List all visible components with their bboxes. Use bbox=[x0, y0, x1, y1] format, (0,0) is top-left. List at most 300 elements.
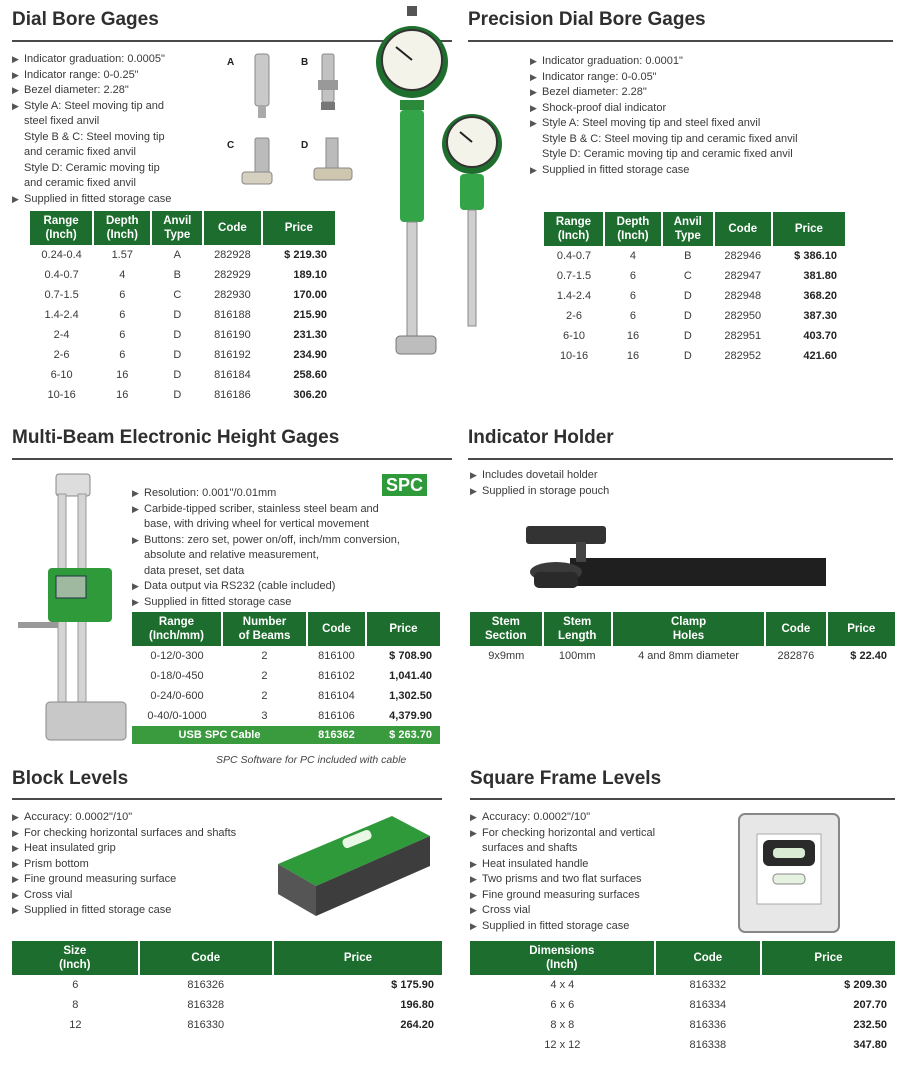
column-header bbox=[470, 612, 543, 646]
dial-bore-gage-photo bbox=[374, 4, 510, 366]
feature-text: Shock-proof dial indicator bbox=[542, 101, 667, 114]
price-cell: 231.30 bbox=[293, 329, 327, 341]
column-header-text: Range bbox=[43, 215, 79, 227]
table-row bbox=[544, 326, 845, 346]
feature-text: steel fixed anvil bbox=[24, 115, 100, 127]
table-row bbox=[544, 246, 845, 266]
column-header bbox=[273, 941, 442, 975]
column-header-text: Code bbox=[781, 623, 811, 635]
table-cell: 12 x 12 bbox=[544, 1039, 581, 1051]
bullet-arrow-icon: ▶ bbox=[530, 102, 537, 113]
height-title: Multi-Beam Electronic Height Gages bbox=[12, 427, 340, 448]
table-row bbox=[132, 666, 440, 686]
table-cell: 816186 bbox=[214, 389, 251, 401]
table-row bbox=[30, 365, 335, 385]
anvil-tips-image bbox=[222, 50, 364, 200]
table-cell: 282876 bbox=[777, 650, 815, 662]
column-header-text: Clamp bbox=[670, 616, 707, 628]
column-header bbox=[612, 612, 765, 646]
table-cell: 282930 bbox=[214, 289, 251, 301]
table-row bbox=[12, 995, 442, 1015]
table-cell: B bbox=[173, 269, 181, 281]
feature-text: Style B & C: Steel moving tip and ceramic fixed anvil bbox=[542, 132, 798, 145]
table-row bbox=[470, 995, 895, 1015]
price-cell: 232.50 bbox=[853, 1019, 887, 1031]
table-cell: 282948 bbox=[724, 290, 762, 302]
table-cell: D bbox=[173, 309, 182, 321]
bullet-arrow-icon: ▶ bbox=[470, 889, 477, 900]
feature-item bbox=[470, 826, 732, 842]
feature-item bbox=[12, 68, 222, 84]
table-cell: 6 bbox=[629, 270, 637, 282]
holder-title: Indicator Holder bbox=[468, 427, 614, 448]
feature-item bbox=[12, 810, 272, 826]
holder-rule bbox=[468, 458, 893, 460]
table-cell: 816330 bbox=[187, 1019, 225, 1031]
price-cell: 234.90 bbox=[293, 349, 327, 361]
price-cell: 1,041.40 bbox=[389, 670, 432, 682]
column-header-text: Stem bbox=[563, 616, 592, 628]
column-header-text: Range bbox=[158, 616, 195, 628]
column-header-text: Price bbox=[284, 222, 313, 234]
table-cell: 816106 bbox=[318, 710, 355, 722]
price-cell: 258.60 bbox=[293, 369, 327, 381]
indicator-holder-photo bbox=[520, 512, 826, 604]
table-cell: 6 bbox=[119, 309, 126, 321]
feature-text: Bezel diameter: 2.28" bbox=[542, 86, 647, 98]
height-rule bbox=[12, 458, 452, 460]
feature-item bbox=[132, 533, 442, 549]
table-cell: 0.4-0.7 bbox=[556, 250, 592, 262]
bullet-arrow-icon: ▶ bbox=[132, 488, 139, 498]
column-header bbox=[12, 941, 139, 975]
height-features bbox=[132, 486, 442, 610]
table-cell: 4 and 8mm diameter bbox=[638, 650, 739, 662]
block-level-photo bbox=[272, 808, 434, 920]
feature-text: Fine ground measuring surfaces bbox=[482, 888, 640, 901]
column-header-text: Code bbox=[322, 623, 351, 635]
table-cell: 6 bbox=[119, 329, 126, 341]
feature-item bbox=[470, 468, 730, 484]
column-header bbox=[544, 212, 604, 246]
column-header bbox=[262, 211, 335, 245]
table-row bbox=[132, 706, 440, 726]
feature-item bbox=[530, 85, 870, 101]
table-cell: 0-24/0-600 bbox=[150, 690, 204, 702]
table-cell: 1.4-2.4 bbox=[556, 290, 592, 302]
feature-text: surfaces and shafts bbox=[482, 842, 578, 854]
table-row bbox=[12, 975, 442, 995]
table-cell: 0.7-1.5 bbox=[44, 289, 79, 301]
feature-item bbox=[470, 484, 730, 500]
feature-text: data preset, set data bbox=[144, 564, 245, 577]
column-header-text: Section bbox=[484, 630, 527, 642]
feature-text: Supplied in storage pouch bbox=[482, 484, 610, 497]
block-features bbox=[12, 810, 272, 919]
table-cell: 9x9mm bbox=[488, 650, 525, 662]
price-cell: $ 22.40 bbox=[850, 650, 887, 662]
feature-text: Bezel diameter: 2.28" bbox=[24, 84, 129, 96]
table-row bbox=[30, 285, 335, 305]
column-header bbox=[366, 612, 440, 646]
table-cell: D bbox=[173, 349, 182, 361]
style-letter-b: B bbox=[301, 57, 309, 68]
table-cell: 6 bbox=[629, 290, 637, 302]
bore-anvil-photos bbox=[222, 50, 364, 200]
feature-text: Buttons: zero set, power on/off, inch/mm conversion, bbox=[144, 533, 400, 546]
table-cell: 6 bbox=[629, 310, 637, 322]
table-row bbox=[30, 345, 335, 365]
feature-text: Accuracy: 0.0002"/10" bbox=[482, 811, 591, 823]
feature-item bbox=[132, 595, 442, 611]
table-cell: 2-4 bbox=[53, 329, 70, 341]
bullet-arrow-icon: ▶ bbox=[530, 87, 537, 97]
price-cell: 215.90 bbox=[293, 309, 327, 321]
bullet-arrow-icon: ▶ bbox=[132, 534, 139, 545]
table-row bbox=[470, 1015, 895, 1035]
table-cell: 816332 bbox=[689, 979, 727, 991]
feature-item bbox=[12, 888, 272, 904]
column-header-text: (Inch) bbox=[106, 229, 138, 241]
feature-item bbox=[12, 99, 222, 115]
feature-item bbox=[132, 486, 442, 502]
block-rule bbox=[12, 798, 442, 800]
table-cell: 4 bbox=[119, 269, 126, 281]
height-gage-image bbox=[12, 472, 130, 744]
table-cell: A bbox=[173, 249, 181, 261]
column-header bbox=[470, 941, 655, 975]
feature-text: Style A: Steel moving tip and steel fixed anvil bbox=[542, 117, 761, 129]
feature-text: Two prisms and two flat surfaces bbox=[482, 873, 642, 885]
table-cell: 0.24-0.4 bbox=[41, 249, 82, 261]
precision-table bbox=[544, 212, 845, 366]
feature-item bbox=[530, 147, 870, 163]
table-row bbox=[544, 266, 845, 286]
feature-text: Style B & C: Steel moving tip bbox=[24, 130, 165, 143]
table-cell: D bbox=[173, 389, 182, 401]
table-cell: 3 bbox=[261, 710, 268, 722]
bullet-arrow-icon: ▶ bbox=[470, 905, 477, 915]
bullet-arrow-icon: ▶ bbox=[530, 118, 537, 128]
table-cell: D bbox=[173, 369, 182, 381]
table-cell: 10-16 bbox=[47, 389, 76, 401]
feature-text: Prism bottom bbox=[24, 857, 89, 870]
bullet-arrow-icon: ▶ bbox=[530, 164, 537, 175]
column-header-text: Size bbox=[63, 945, 87, 957]
feature-item bbox=[12, 841, 272, 857]
table-cell: 816192 bbox=[214, 349, 251, 361]
feature-text: Style D: Ceramic moving tip bbox=[24, 161, 160, 174]
table-row bbox=[544, 286, 845, 306]
table-cell: 816338 bbox=[689, 1039, 727, 1051]
feature-item bbox=[470, 872, 732, 888]
table-cell: 6-10 bbox=[50, 369, 73, 381]
column-header-text: Depth bbox=[105, 215, 139, 227]
feature-text: Indicator range: 0-0.05" bbox=[542, 70, 657, 83]
table-cell: 10-16 bbox=[559, 350, 589, 362]
feature-item bbox=[470, 903, 732, 919]
price-cell: 4,379.90 bbox=[389, 710, 432, 722]
price-cell: 264.20 bbox=[400, 1019, 434, 1031]
table-cell: 816336 bbox=[689, 1019, 727, 1031]
feature-text: Indicator graduation: 0.0005" bbox=[24, 53, 165, 65]
height-table bbox=[132, 612, 440, 744]
feature-text: Cross vial bbox=[482, 904, 531, 916]
bullet-arrow-icon: ▶ bbox=[12, 85, 19, 95]
bullet-arrow-icon: ▶ bbox=[470, 470, 477, 480]
column-header-text: (Inch) bbox=[546, 959, 578, 971]
table-cell: 0.4-0.7 bbox=[44, 269, 79, 281]
column-header-text: Type bbox=[674, 230, 701, 242]
table-cell: 0-12/0-300 bbox=[150, 650, 204, 662]
table-cell: D bbox=[173, 329, 182, 341]
feature-text: Carbide-tipped scriber, stainless steel beam and bbox=[144, 502, 379, 515]
table-cell: 282946 bbox=[724, 250, 762, 262]
table-cell: 1.57 bbox=[111, 249, 133, 261]
column-header-text: Dimensions bbox=[529, 945, 595, 957]
column-header-text: Number bbox=[242, 616, 287, 628]
feature-item bbox=[12, 857, 272, 873]
table-cell: 282947 bbox=[724, 270, 762, 282]
table-cell: 816188 bbox=[214, 309, 251, 321]
column-header bbox=[151, 211, 203, 245]
table-row bbox=[544, 306, 845, 326]
block-table bbox=[12, 941, 442, 1035]
column-header bbox=[139, 941, 273, 975]
column-header-text: Price bbox=[389, 623, 418, 635]
feature-item bbox=[530, 163, 870, 179]
column-header-text: (Inch) bbox=[59, 959, 91, 971]
column-header-text: Code bbox=[191, 952, 221, 964]
cable-label-cell: USB SPC Cable bbox=[132, 726, 307, 744]
table-header-row bbox=[12, 941, 442, 975]
table-row bbox=[12, 1015, 442, 1035]
table-cell: 16 bbox=[116, 389, 129, 401]
bullet-arrow-icon: ▶ bbox=[470, 827, 477, 838]
dial-bore-features bbox=[12, 52, 222, 207]
height-gage-photo bbox=[12, 472, 130, 744]
feature-item bbox=[12, 114, 222, 130]
column-header-text: Code bbox=[218, 222, 247, 234]
feature-item bbox=[530, 101, 870, 117]
column-header-text: Length bbox=[558, 630, 597, 642]
price-cell: 387.30 bbox=[803, 310, 837, 322]
table-cell: 6 x 6 bbox=[550, 999, 575, 1011]
column-header bbox=[307, 612, 366, 646]
column-header bbox=[93, 211, 151, 245]
table-header-row bbox=[30, 211, 335, 245]
price-cell: 381.80 bbox=[803, 270, 837, 282]
table-header-row bbox=[470, 612, 895, 646]
feature-text: Indicator range: 0-0.25" bbox=[24, 68, 139, 81]
table-cell: 282950 bbox=[724, 310, 762, 322]
table-cell: 282928 bbox=[214, 249, 251, 261]
table-row bbox=[544, 346, 845, 366]
column-header-text: Anvil bbox=[163, 215, 192, 227]
style-letter-d: D bbox=[301, 140, 309, 151]
bullet-arrow-icon: ▶ bbox=[470, 858, 477, 869]
bullet-arrow-icon: ▶ bbox=[12, 193, 19, 204]
table-cell: 282952 bbox=[724, 350, 762, 362]
feature-text: Supplied in fitted storage case bbox=[482, 919, 630, 932]
column-header-text: (Inch) bbox=[557, 230, 590, 242]
table-cell: C bbox=[173, 289, 182, 301]
column-header bbox=[132, 612, 222, 646]
table-header-row bbox=[470, 941, 895, 975]
feature-item bbox=[12, 176, 222, 192]
table-cell: 2-6 bbox=[566, 310, 582, 322]
table-row bbox=[30, 385, 335, 405]
feature-item bbox=[12, 161, 222, 177]
table-cell: 6 bbox=[72, 979, 79, 991]
table-row bbox=[470, 975, 895, 995]
column-header-text: Price bbox=[343, 952, 372, 964]
table-header-row bbox=[132, 612, 440, 646]
table-cell: 0.7-1.5 bbox=[556, 270, 592, 282]
bullet-arrow-icon: ▶ bbox=[530, 56, 537, 66]
column-header-text: Code bbox=[728, 223, 758, 235]
table-cell: D bbox=[683, 330, 692, 342]
table-cell: 16 bbox=[116, 369, 129, 381]
table-cell: C bbox=[683, 270, 692, 282]
feature-item bbox=[470, 810, 732, 826]
table-cell: 8 x 8 bbox=[550, 1019, 575, 1031]
table-cell: 816334 bbox=[689, 999, 727, 1011]
table-cell: 100mm bbox=[558, 650, 596, 662]
table-row bbox=[470, 1035, 895, 1055]
dial-bore-title: Dial Bore Gages bbox=[12, 9, 159, 30]
table-cell: 16 bbox=[626, 350, 640, 362]
column-header bbox=[543, 612, 612, 646]
square-title: Square Frame Levels bbox=[470, 768, 662, 789]
price-cell: 170.00 bbox=[293, 289, 327, 301]
column-header bbox=[655, 941, 761, 975]
feature-item bbox=[470, 841, 732, 857]
column-header bbox=[222, 612, 307, 646]
bullet-arrow-icon: ▶ bbox=[132, 581, 139, 591]
feature-item bbox=[470, 888, 732, 904]
bullet-arrow-icon: ▶ bbox=[12, 843, 19, 853]
bullet-arrow-icon: ▶ bbox=[470, 874, 477, 884]
column-header bbox=[714, 212, 772, 246]
table-cell: 816326 bbox=[187, 979, 225, 991]
usb-spc-cable-row bbox=[132, 726, 440, 744]
column-header-text: Holes bbox=[672, 630, 705, 642]
feature-item bbox=[132, 502, 442, 518]
block-level-image bbox=[272, 808, 434, 920]
feature-text: Cross vial bbox=[24, 888, 73, 901]
bullet-arrow-icon: ▶ bbox=[530, 71, 537, 82]
dial-bore-table bbox=[30, 211, 335, 405]
indicator-holder-image bbox=[520, 512, 826, 604]
block-title: Block Levels bbox=[12, 768, 129, 789]
table-cell: 816102 bbox=[318, 670, 355, 682]
feature-item bbox=[12, 826, 272, 842]
table-cell: 0-18/0-450 bbox=[150, 670, 204, 682]
feature-text: absolute and relative measurement, bbox=[144, 549, 319, 561]
column-header-text: Anvil bbox=[673, 216, 702, 228]
column-header bbox=[827, 612, 895, 646]
feature-text: Style A: Steel moving tip and bbox=[24, 99, 165, 112]
table-row bbox=[132, 646, 440, 666]
feature-item bbox=[530, 116, 870, 132]
column-header-text: Depth bbox=[616, 216, 650, 228]
table-cell: 8 bbox=[72, 999, 79, 1011]
table-cell: 282951 bbox=[724, 330, 762, 342]
bullet-arrow-icon: ▶ bbox=[132, 596, 139, 607]
cable-code-cell: 816362 bbox=[307, 726, 366, 744]
table-cell: 2 bbox=[261, 690, 268, 702]
style-letter-a: A bbox=[227, 57, 235, 68]
table-cell: B bbox=[684, 250, 692, 262]
feature-item bbox=[470, 919, 732, 935]
feature-text: Supplied in fitted storage case bbox=[144, 595, 292, 608]
table-cell: 0-40/0-1000 bbox=[147, 710, 207, 722]
column-header-text: (Inch/mm) bbox=[149, 630, 204, 642]
price-cell: $ 386.10 bbox=[794, 250, 837, 262]
price-cell: $ 209.30 bbox=[844, 979, 887, 991]
square-frame-level-photo bbox=[733, 800, 845, 938]
table-cell: 816190 bbox=[214, 329, 251, 341]
column-header bbox=[604, 212, 662, 246]
holder-features bbox=[470, 468, 730, 499]
precision-features bbox=[530, 54, 870, 178]
bullet-arrow-icon: ▶ bbox=[12, 100, 19, 111]
bullet-arrow-icon: ▶ bbox=[12, 827, 19, 838]
square-frame-level-image bbox=[733, 800, 845, 938]
table-cell: 2 bbox=[261, 650, 268, 662]
column-header-text: of Beams bbox=[238, 630, 291, 642]
table-cell: D bbox=[683, 290, 692, 302]
table-row bbox=[132, 686, 440, 706]
table-cell: 282929 bbox=[214, 269, 251, 281]
price-cell: $ 219.30 bbox=[284, 249, 327, 261]
square-features bbox=[470, 810, 732, 934]
table-cell: 816104 bbox=[318, 690, 355, 702]
style-letter-c: C bbox=[227, 140, 235, 151]
feature-item bbox=[132, 579, 442, 595]
table-cell: 6 bbox=[119, 349, 126, 361]
feature-item bbox=[12, 903, 272, 919]
feature-text: Accuracy: 0.0002"/10" bbox=[24, 811, 133, 823]
price-cell: 196.80 bbox=[400, 999, 434, 1011]
table-row bbox=[30, 245, 335, 265]
feature-item bbox=[530, 54, 870, 70]
price-cell: 189.10 bbox=[293, 269, 327, 281]
feature-text: Heat insulated grip bbox=[24, 842, 116, 854]
bullet-arrow-icon: ▶ bbox=[470, 812, 477, 822]
bullet-arrow-icon: ▶ bbox=[470, 920, 477, 931]
column-header-text: Code bbox=[693, 952, 723, 964]
bullet-arrow-icon: ▶ bbox=[132, 503, 139, 514]
price-cell: 368.20 bbox=[803, 290, 837, 302]
feature-item bbox=[132, 548, 442, 564]
column-header-text: Range bbox=[555, 216, 592, 228]
feature-item bbox=[12, 192, 222, 208]
column-header-text: Type bbox=[164, 229, 191, 241]
feature-text: base, with driving wheel for vertical movement bbox=[144, 518, 369, 530]
spc-badge: SPC bbox=[382, 474, 427, 496]
column-header-text: Price bbox=[814, 952, 843, 964]
feature-item bbox=[12, 145, 222, 161]
feature-item bbox=[12, 872, 272, 888]
bullet-arrow-icon: ▶ bbox=[12, 889, 19, 900]
feature-text: and ceramic fixed anvil bbox=[24, 146, 136, 158]
feature-text: Data output via RS232 (cable included) bbox=[144, 580, 336, 592]
feature-item bbox=[132, 517, 442, 533]
table-row bbox=[30, 265, 335, 285]
feature-item bbox=[12, 83, 222, 99]
